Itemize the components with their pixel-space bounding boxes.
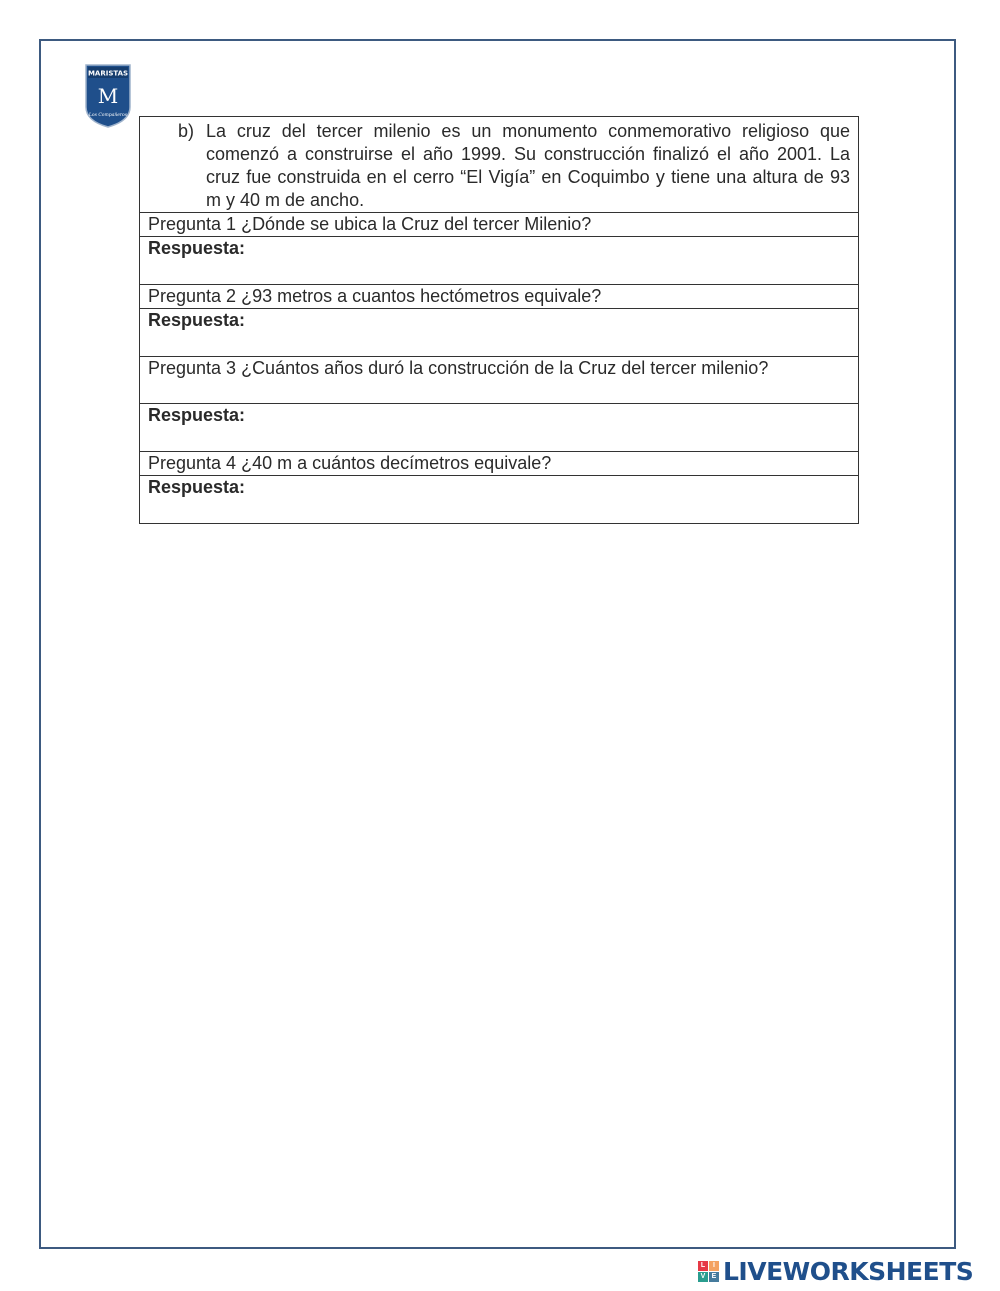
intro-cell <box>140 117 859 213</box>
svg-text:MARISTAS: MARISTAS <box>87 69 129 78</box>
svg-text:M: M <box>97 84 119 108</box>
question-3: Pregunta 3 ¿Cuántos años duró la construcción de la Cruz del tercer milenio? <box>140 357 859 404</box>
intro-label: b) <box>178 121 195 141</box>
intro-text: La cruz del tercer milenio es un monumento conmemorativo religioso que comenzó a construirse el año 1999. Su construcción finalizó el año 2001. La cruz fue construida en el cerro “El Vigía” en Coquimbo y tiene una altura de 93 m y 40 m de ancho. <box>206 121 850 210</box>
brand-logo-icon: L I V E <box>698 1261 719 1282</box>
question-2: Pregunta 2 ¿93 metros a cuantos hectómetros equivale? <box>140 285 859 309</box>
answer-2-field[interactable]: Respuesta: <box>140 309 859 357</box>
question-1: Pregunta 1 ¿Dónde se ubica la Cruz del tercer Milenio? <box>140 213 859 237</box>
answer-3-field[interactable]: Respuesta: <box>140 404 859 452</box>
svg-text:Los Compañeros: Los Compañeros <box>88 113 128 118</box>
school-crest-logo <box>84 63 132 129</box>
liveworksheets-brand[interactable] <box>698 1256 973 1286</box>
answer-4-field[interactable]: Respuesta: <box>140 476 859 524</box>
brand-text: LIVEWORKSHEETS <box>723 1256 974 1286</box>
answer-1-field[interactable]: Respuesta: <box>140 237 859 285</box>
question-4: Pregunta 4 ¿40 m a cuántos decímetros equivale? <box>140 452 859 476</box>
question-table <box>139 116 859 524</box>
